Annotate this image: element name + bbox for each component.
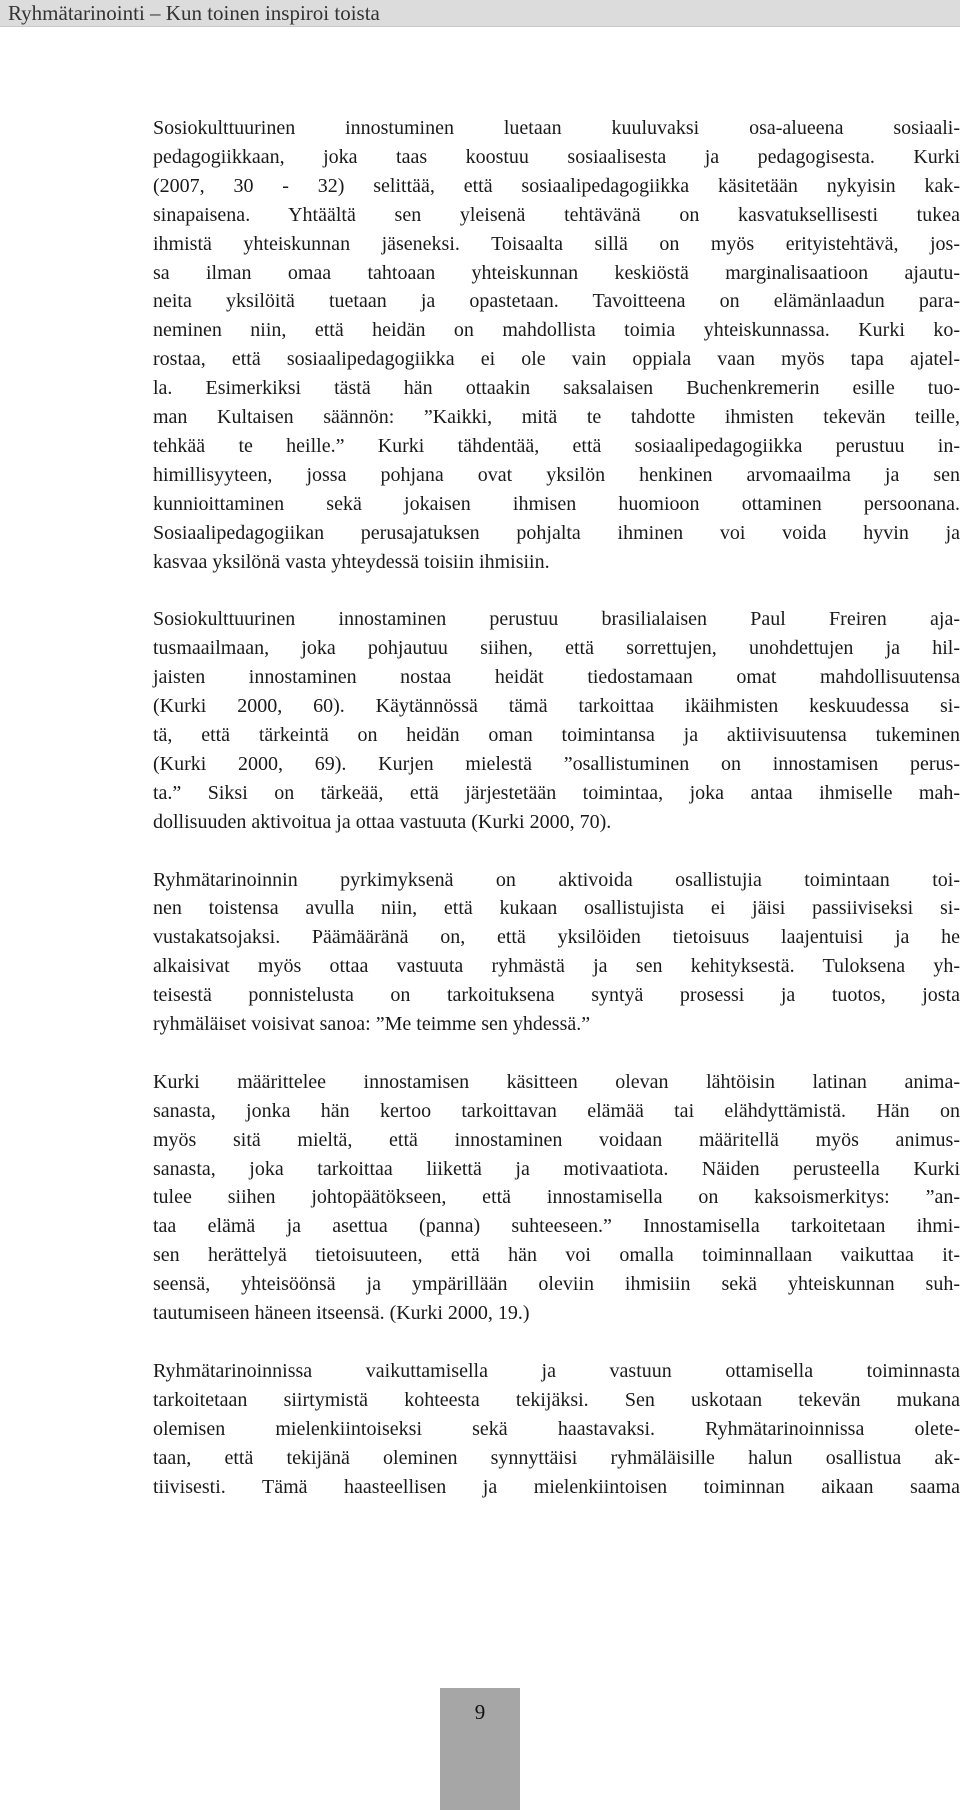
paragraph-spacer xyxy=(153,577,960,606)
text-line: tarkoitetaan siirtymistä kohteesta tekijäksi. Sen uskotaan tekevän mukana xyxy=(153,1388,960,1411)
text-line: Ryhmätarinoinnin pyrkimyksenä on aktivoida osallistujia toimintaan toi- xyxy=(153,868,960,891)
text-line: nen toistensa avulla niin, että kukaan osallistujista ei jäisi passiiviseksi si- xyxy=(153,897,960,920)
paragraph xyxy=(153,1357,960,1502)
paragraph-spacer xyxy=(153,1039,960,1068)
text-line: Sosiokulttuurinen innostuminen luetaan kuuluvaksi osa-alueena sosiaali- xyxy=(153,117,960,139)
text-line: seensä, yhteisöönsä ja ympärillään oleviin ihmisiin sekä yhteiskunnan suh- xyxy=(153,1273,960,1296)
text-line: sanasta, jonka hän kertoo tarkoittavan elämää tai elähdyttämistä. Hän on xyxy=(153,1099,960,1122)
text-line: man Kultaisen säännön: ”Kaikki, mitä te tahdotte ihmisten tekevän teille, xyxy=(153,406,960,429)
text-line: dollisuuden aktivoitua ja ottaa vastuuta (Kurki 2000, 70). xyxy=(153,810,612,833)
text-line: ryhmäläiset voisivat sanoa: ”Me teimme sen yhdessä.” xyxy=(153,1013,591,1036)
text-line: Kurki määrittelee innostamisen käsitteen olevan lähtöisin latinan anima- xyxy=(153,1070,960,1093)
running-header-title: Ryhmätarinointi – Kun toinen inspiroi toista xyxy=(8,1,380,25)
paragraph xyxy=(153,1068,960,1328)
text-line: Sosiaalipedagogiikan perusajatuksen pohjalta ihminen voi voida hyvin ja xyxy=(153,521,960,544)
text-line: tulee siihen johtopäätökseen, että innostamisella on kaksoismerkitys: ”an- xyxy=(153,1186,960,1209)
paragraph xyxy=(153,605,960,836)
text-line: sa ilman omaa tahtoaan yhteiskunnan keskiöstä marginalisaatioon ajautu- xyxy=(153,261,960,284)
paragraph-spacer xyxy=(153,1328,960,1357)
text-line: alkaisivat myös ottaa vastuuta ryhmästä ja sen kehityksestä. Tuloksena yh- xyxy=(153,955,960,978)
text-line: neminen niin, että heidän on mahdollista toimia yhteiskunnassa. Kurki ko- xyxy=(153,319,960,342)
paragraph xyxy=(153,114,960,577)
text-line: himillisyyteen, jossa pohjana ovat yksilön henkinen arvomaailma ja sen xyxy=(153,463,960,486)
text-line: Sosiokulttuurinen innostaminen perustuu brasilialaisen Paul Freiren aja- xyxy=(153,608,960,631)
page-number: 9 xyxy=(474,1700,486,1724)
text-line: ta.” Siksi on tärkeää, että järjestetään toimintaa, joka antaa ihmiselle mah- xyxy=(153,781,960,804)
text-line: rostaa, että sosiaalipedagogiikka ei ole vain oppiala vaan myös tapa ajatel- xyxy=(153,348,960,371)
text-line: tautumiseen häneen itseensä. (Kurki 2000, 19.) xyxy=(153,1302,530,1325)
text-line: teisestä ponnistelusta on tarkoituksena syntyä prosessi ja tuotos, josta xyxy=(153,984,960,1007)
text-line: myös sitä mieltä, että innostaminen voidaan määritellä myös animus- xyxy=(153,1128,960,1151)
text-line: jaisten innostaminen nostaa heidät tiedostamaan omat mahdollisuutensa xyxy=(153,666,960,689)
text-line: sanasta, joka tarkoittaa liikettä ja motivaatiota. Näiden perusteella Kurki xyxy=(153,1157,960,1180)
paragraph xyxy=(153,866,960,1039)
text-line: taa elämä ja asettua (panna) suhteeseen.” Innostamisella tarkoitetaan ihmi- xyxy=(153,1215,960,1238)
text-line: kasvaa yksilönä vasta yhteydessä toisiin ihmisiin. xyxy=(153,550,550,573)
text-line: (Kurki 2000, 69). Kurjen mielestä ”osallistuminen on innostamisen perus- xyxy=(153,752,960,775)
text-line: (2007, 30 - 32) selittää, että sosiaalipedagogiikka käsitetään nykyisin kak- xyxy=(153,174,960,197)
text-line: ihmistä yhteiskunnan jäseneksi. Toisaalta sillä on myös erityistehtävä, jos- xyxy=(153,232,960,255)
text-line: olemisen mielenkiintoiseksi sekä haastavaksi. Ryhmätarinoinnissa olete- xyxy=(153,1417,960,1440)
text-line: pedagogiikkaan, joka taas koostuu sosiaalisesta ja pedagogisesta. Kurki xyxy=(153,145,960,168)
text-line: tusmaailmaan, joka pohjautuu siihen, että sorrettujen, unohdettujen ja hil- xyxy=(153,637,960,660)
text-line: kunnioittaminen sekä jokaisen ihmisen huomioon ottaminen persoonana. xyxy=(153,492,960,515)
text-line: tiivisesti. Tämä haasteellisen ja mielenkiintoisen toiminnan aikaan saama xyxy=(153,1475,960,1498)
text-line: taan, että tekijänä oleminen synnyttäisi ryhmäläisille halun osallistua ak- xyxy=(153,1446,960,1469)
text-line: neita yksilöitä tuetaan ja opastetaan. Tavoitteena on elämänlaadun para- xyxy=(153,290,960,313)
text-line: vustakatsojaksi. Päämääränä on, että yksilöiden tietoisuus laajentuisi ja he xyxy=(153,926,960,949)
text-line: sen herättelyä tietoisuuteen, että hän voi omalla toiminnallaan vaikuttaa it- xyxy=(153,1244,960,1267)
text-line: tehkää te heille.” Kurki tähdentää, että sosiaalipedagogiikka perustuu in- xyxy=(153,434,960,457)
text-line: Ryhmätarinoinnissa vaikuttamisella ja vastuun ottamisella toiminnasta xyxy=(153,1359,960,1382)
document-body xyxy=(153,114,960,1501)
text-line: tä, että tärkeintä on heidän oman toimintansa ja aktiivisuutensa tukeminen xyxy=(153,724,960,747)
text-line: (Kurki 2000, 60). Käytännössä tämä tarkoittaa ikäihmisten keskuudessa si- xyxy=(153,695,960,718)
text-line: sinapaisena. Yhtäältä sen yleisenä tehtävänä on kasvatuksellisesti tukea xyxy=(153,203,960,226)
paragraph-spacer xyxy=(153,837,960,866)
running-header xyxy=(0,0,960,27)
text-line: la. Esimerkiksi tästä hän ottaakin saksalaisen Buchenkremerin esille tuo- xyxy=(153,377,960,400)
page-number-tab xyxy=(440,1688,520,1810)
